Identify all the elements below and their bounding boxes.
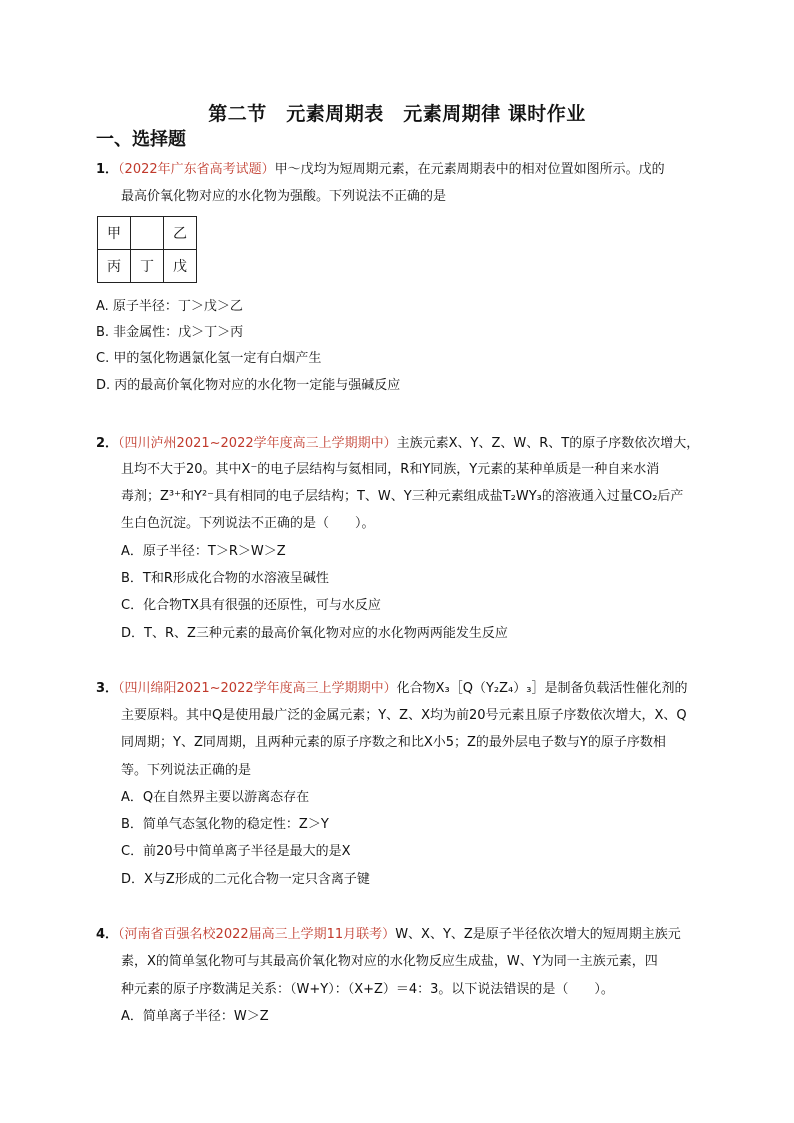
question-1-stem-text: 甲～戊均为短周期元素，在元素周期表中的相对位置如图所示。戊的: [274, 162, 665, 177]
question-4-stem-line-1: [96, 927, 681, 943]
question-3-stem-text: 化合物X₃［Q（Y₂Z₄）₃］是制备负载活性催化剂的: [396, 681, 688, 696]
question-3-stem-line-3: 同周期；Y、Z同周期，且两种元素的原子序数之和比X小5；Z的最外层电子数与Y的原子序数相: [121, 735, 666, 750]
section-heading: 一、选择题: [96, 129, 186, 150]
question-3-option-c: C．前20号中简单离子半径是最大的是X: [121, 844, 351, 859]
question-4-number: 4．: [96, 927, 119, 942]
question-4-stem-line-2: 素，X的简单氢化物可与其最高价氧化物对应的水化物反应生成盐，W、Y为同一主族元素，四: [121, 954, 658, 969]
periodic-position-table: [97, 216, 197, 283]
question-4-stem-line-3: 种元素的原子序数满足关系：（W+Y）：（X+Z）＝4：3。以下说法错误的是（ ）。: [121, 982, 614, 997]
table-cell-empty: [131, 217, 164, 250]
question-3-source: （四川绵阳2021~2022学年度高三上学期期中）: [118, 681, 397, 696]
question-2-option-c: C．化合物TX具有很强的还原性，可与水反应: [121, 598, 381, 613]
question-4-option-a: A．简单离子半径：W＞Z: [121, 1009, 269, 1024]
table-cell-yi: 乙: [164, 217, 197, 250]
question-3-option-b: B．简单气态氢化物的稳定性：Z＞Y: [121, 817, 329, 832]
question-2-source: （四川泸州2021~2022学年度高三上学期期中）: [118, 436, 397, 451]
question-3-stem-line-4: 等。下列说法正确的是: [121, 763, 252, 778]
question-2-stem-line-2: 且均不大于20。其中X⁻的电子层结构与氦相同，R和Y同族，Y元素的某种单质是一种自来水消: [121, 462, 660, 477]
table-cell-bing: 丙: [98, 250, 131, 283]
question-1-option-b: B. 非金属性：戊＞丁＞丙: [96, 325, 244, 340]
question-3-option-d: D．X与Z形成的二元化合物一定只含离子键: [121, 872, 370, 887]
question-1-stem-line-1: [96, 162, 665, 178]
question-1-source: （2022年广东省高考试题）: [118, 162, 275, 177]
question-2-stem-line-4: 生白色沉淀。下列说法不正确的是（ ）。: [121, 516, 375, 531]
question-2-stem-line-3: 毒剂；Z³⁺和Y²⁻具有相同的电子层结构；T、W、Y三种元素组成盐T₂WY₃的溶液通入过量CO₂后产: [121, 489, 684, 504]
question-1-stem-line-2: 最高价氧化物对应的水化物为强酸。下列说法不正确的是: [121, 189, 447, 204]
table-cell-jia: 甲: [98, 217, 131, 250]
question-3-number: 3．: [96, 681, 119, 696]
question-1-option-a: A. 原子半径：丁＞戊＞乙: [96, 299, 243, 314]
table-cell-wu: 戊: [164, 250, 197, 283]
question-3-stem-line-1: [96, 681, 687, 697]
question-1-option-c: C. 甲的氢化物遇氯化氢一定有白烟产生: [96, 351, 322, 366]
table-cell-ding: 丁: [131, 250, 164, 283]
question-2-option-b: B．T和R形成化合物的水溶液呈碱性: [121, 571, 329, 586]
question-3-stem-line-2: 主要原料。其中Q是使用最广泛的金属元素；Y、Z、X均为前20号元素且原子序数依次增大，X、Q: [121, 708, 687, 723]
question-1-option-d: D. 丙的最高价氧化物对应的水化物一定能与强碱反应: [96, 378, 401, 393]
question-2-number: 2．: [96, 436, 119, 451]
question-3-option-a: A．Q在自然界主要以游离态存在: [121, 790, 310, 805]
question-1-number: 1．: [96, 162, 119, 177]
question-4-source: （河南省百强名校2022届高三上学期11月联考）: [118, 927, 396, 942]
question-2-stem-text: 主族元素X、Y、Z、W、R、T的原子序数依次增大，: [396, 436, 700, 451]
question-4-stem-text: W、X、Y、Z是原子半径依次增大的短周期主族元: [395, 927, 681, 942]
question-2-option-a: A．原子半径：T＞R＞W＞Z: [121, 544, 286, 559]
question-2-stem-line-1: [96, 436, 699, 452]
question-2-option-d: D．T、R、Z三种元素的最高价氧化物对应的水化物两两能发生反应: [121, 626, 508, 641]
document-title: 第二节 元素周期表 元素周期律 课时作业: [208, 103, 586, 125]
